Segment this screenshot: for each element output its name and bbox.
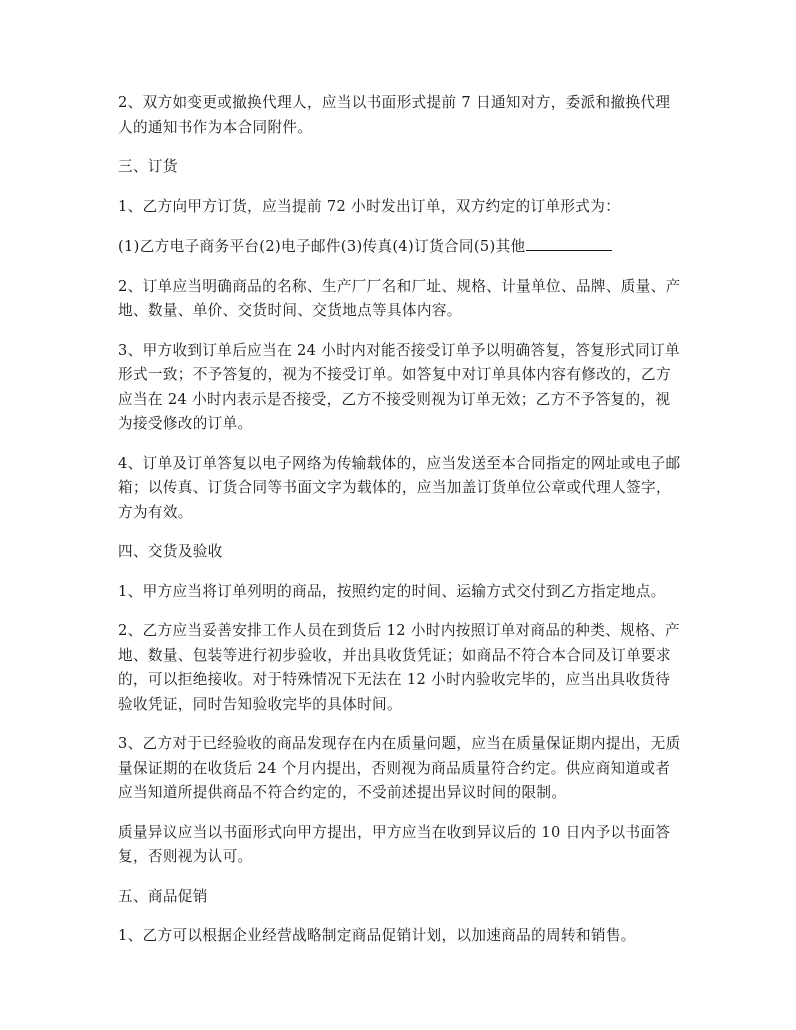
paragraph-quality-objection: 质量异议应当以书面形式向甲方提出，甲方应当在收到异议后的 10 日内予以书面答复，否则视为认可。	[118, 823, 671, 865]
paragraph-order-forms	[118, 234, 683, 260]
paragraph-quality-issues: 3、乙方对于已经验收的商品发现存在内在质量问题，应当在质量保证期内提出，无质量保证期的在收货后 24 个月内提出，否则视为商品质量符合约定。供应商知道或者应当知道所提供商品不符合约定的，不受前述提出异议时间的限制。	[118, 735, 681, 801]
paragraph-order-notice: 1、乙方向甲方订货，应当提前 72 小时发出订单，双方约定的订单形式为：	[118, 197, 621, 215]
paragraph-delivery-location: 1、甲方应当将订单列明的商品，按照约定的时间、运输方式交付到乙方指定地点。	[118, 582, 666, 600]
paragraph-initial-inspection: 2、乙方应当妥善安排工作人员在到货后 12 小时内按照订单对商品的种类、规格、产地、数量、包装等进行初步验收，并出具收货凭证；如商品不符合本合同及订单要求的，可以拒绝接收。对于特殊情况下无法在 12 小时内验收完毕的，应当出具收货待验收凭证，同时告知验收完毕的具体时间。	[118, 622, 680, 713]
paragraph-agent-change: 2、双方如变更或撤换代理人，应当以书面形式提前 7 日通知对方，委派和撤换代理人的通知书作为本合同附件。	[118, 94, 671, 136]
section-heading-promotion: 五、商品促销	[118, 887, 208, 905]
order-forms-text: (1)乙方电子商务平台(2)电子邮件(3)传真(4)订货合同(5)其他	[118, 238, 526, 255]
fill-in-blank-line	[526, 234, 612, 251]
section-heading-ordering: 三、订货	[118, 158, 178, 175]
paragraph-order-reply: 3、甲方收到订单后应当在 24 小时内对能否接受订单予以明确答复，答复形式同订单形式一致；不予答复的，视为不接受订单。如答复中对订单具体内容有修改的，乙方应当在 24 小时内表示是否接受，乙方不接受则视为订单无效；乙方不予答复的，视为接受修改的订单。	[118, 341, 680, 432]
paragraph-order-carrier: 4、订单及订单答复以电子网络为传输载体的，应当发送至本合同指定的网址或电子邮箱；以传真、订货合同等书面文字为载体的，应当加盖订货单位公章或代理人签字，方为有效。	[118, 454, 681, 521]
paragraph-order-content: 2、订单应当明确商品的名称、生产厂厂名和厂址、规格、计量单位、品牌、质量、产地、数量、单价、交货时间、交货地点等具体内容。	[118, 277, 681, 319]
document-page	[118, 91, 683, 964]
paragraph-promotion-plan: 1、乙方可以根据企业经营战略制定商品促销计划，以加速商品的周转和销售。	[118, 927, 636, 944]
section-heading-delivery: 四、交货及验收	[118, 543, 223, 560]
